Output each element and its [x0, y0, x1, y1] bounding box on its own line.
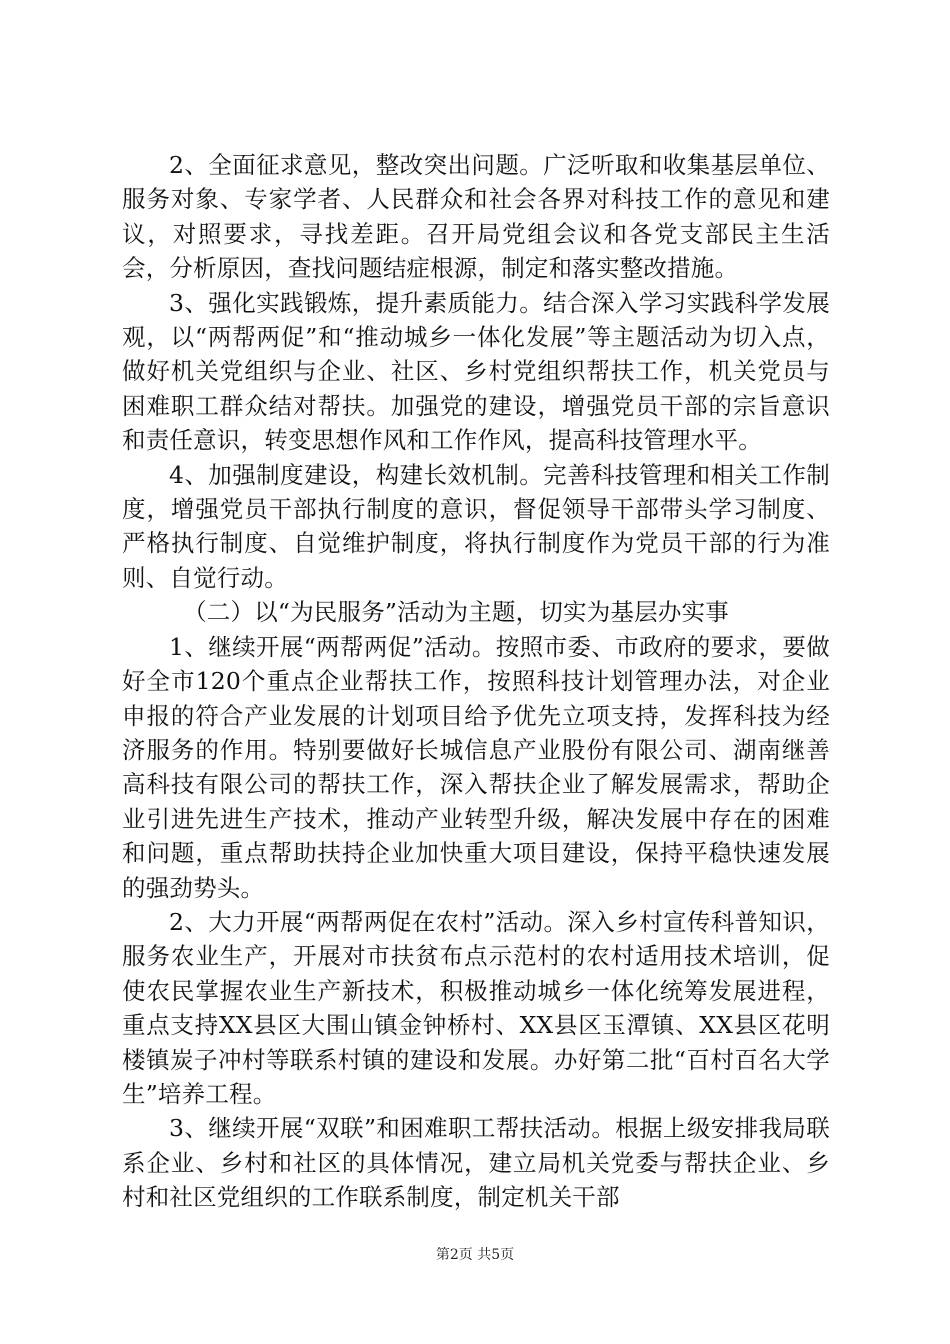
page-footer: 第2页 共5页: [435, 1247, 515, 1263]
document-body: [122, 148, 830, 1215]
section-heading: （二）以“为民服务”活动为主题，切实为基层办实事: [183, 598, 729, 627]
paragraph-service-1: 1、继续开展“两帮两促”活动。按照市委、市政府的要求，要做好全市120个重点企业帮扶工作，按照科技计划管理办法，对企业申报的符合产业发展的计划项目给予优先立项支持，发挥科技为经济服务的作用。特别要做好长城信息产业股份有限公司、湖南继善高科技有限公司的帮扶工作，深入帮扶企业了解发展需求，帮助企业引进先进生产技术，推动产业转型升级，解决发展中存在的困难和问题，重点帮助扶持企业加快重大项目建设，保持平稳快速发展的强劲势头。: [122, 632, 830, 902]
paragraph-service-2: 2、大力开展“两帮两促在农村”活动。深入乡村宣传科普知识，服务农业生产，开展对市扶贫布点示范村的农村适用技术培训，促使农民掌握农业生产新技术，积极推动城乡一体化统筹发展进程，重点支持XX县区大围山镇金钟桥村、XX县区玉潭镇、XX县区花明楼镇炭子冲村等联系村镇的建设和发展。办好第二批“百村百名大学生”培养工程。: [122, 907, 830, 1108]
paragraph-service-3: 3、继续开展“双联”和困难职工帮扶活动。根据上级安排我局联系企业、乡村和社区的具体情况，建立局机关党委与帮扶企业、乡村和社区党组织的工作联系制度，制定机关干部: [122, 1114, 830, 1212]
paragraph-item-4: 4、加强制度建设，构建长效机制。完善科技管理和相关工作制度，增强党员干部执行制度的意识，督促领导干部带头学习制度、严格执行制度、自觉维护制度，将执行制度作为党员干部的行为准则、自觉行动。: [122, 460, 830, 592]
paragraph-item-3: 3、强化实践锻炼，提升素质能力。结合深入学习实践科学发展观，以“两帮两促”和“推动城乡一体化发展”等主题活动为切入点，做好机关党组织与企业、社区、乡村党组织帮扶工作，机关党员与困难职工群众结对帮扶。加强党的建设，增强党员干部的宗旨意识和责任意识，转变思想作风和工作作风，提高科技管理水平。: [122, 288, 830, 455]
paragraph-item-2: 2、全面征求意见，整改突出问题。广泛听取和收集基层单位、服务对象、专家学者、人民群众和社会各界对科技工作的意见和建议，对照要求，寻找差距。召开局党组会议和各党支部民主生活会，分析原因，查找问题结症根源，制定和落实整改措施。: [122, 151, 830, 283]
